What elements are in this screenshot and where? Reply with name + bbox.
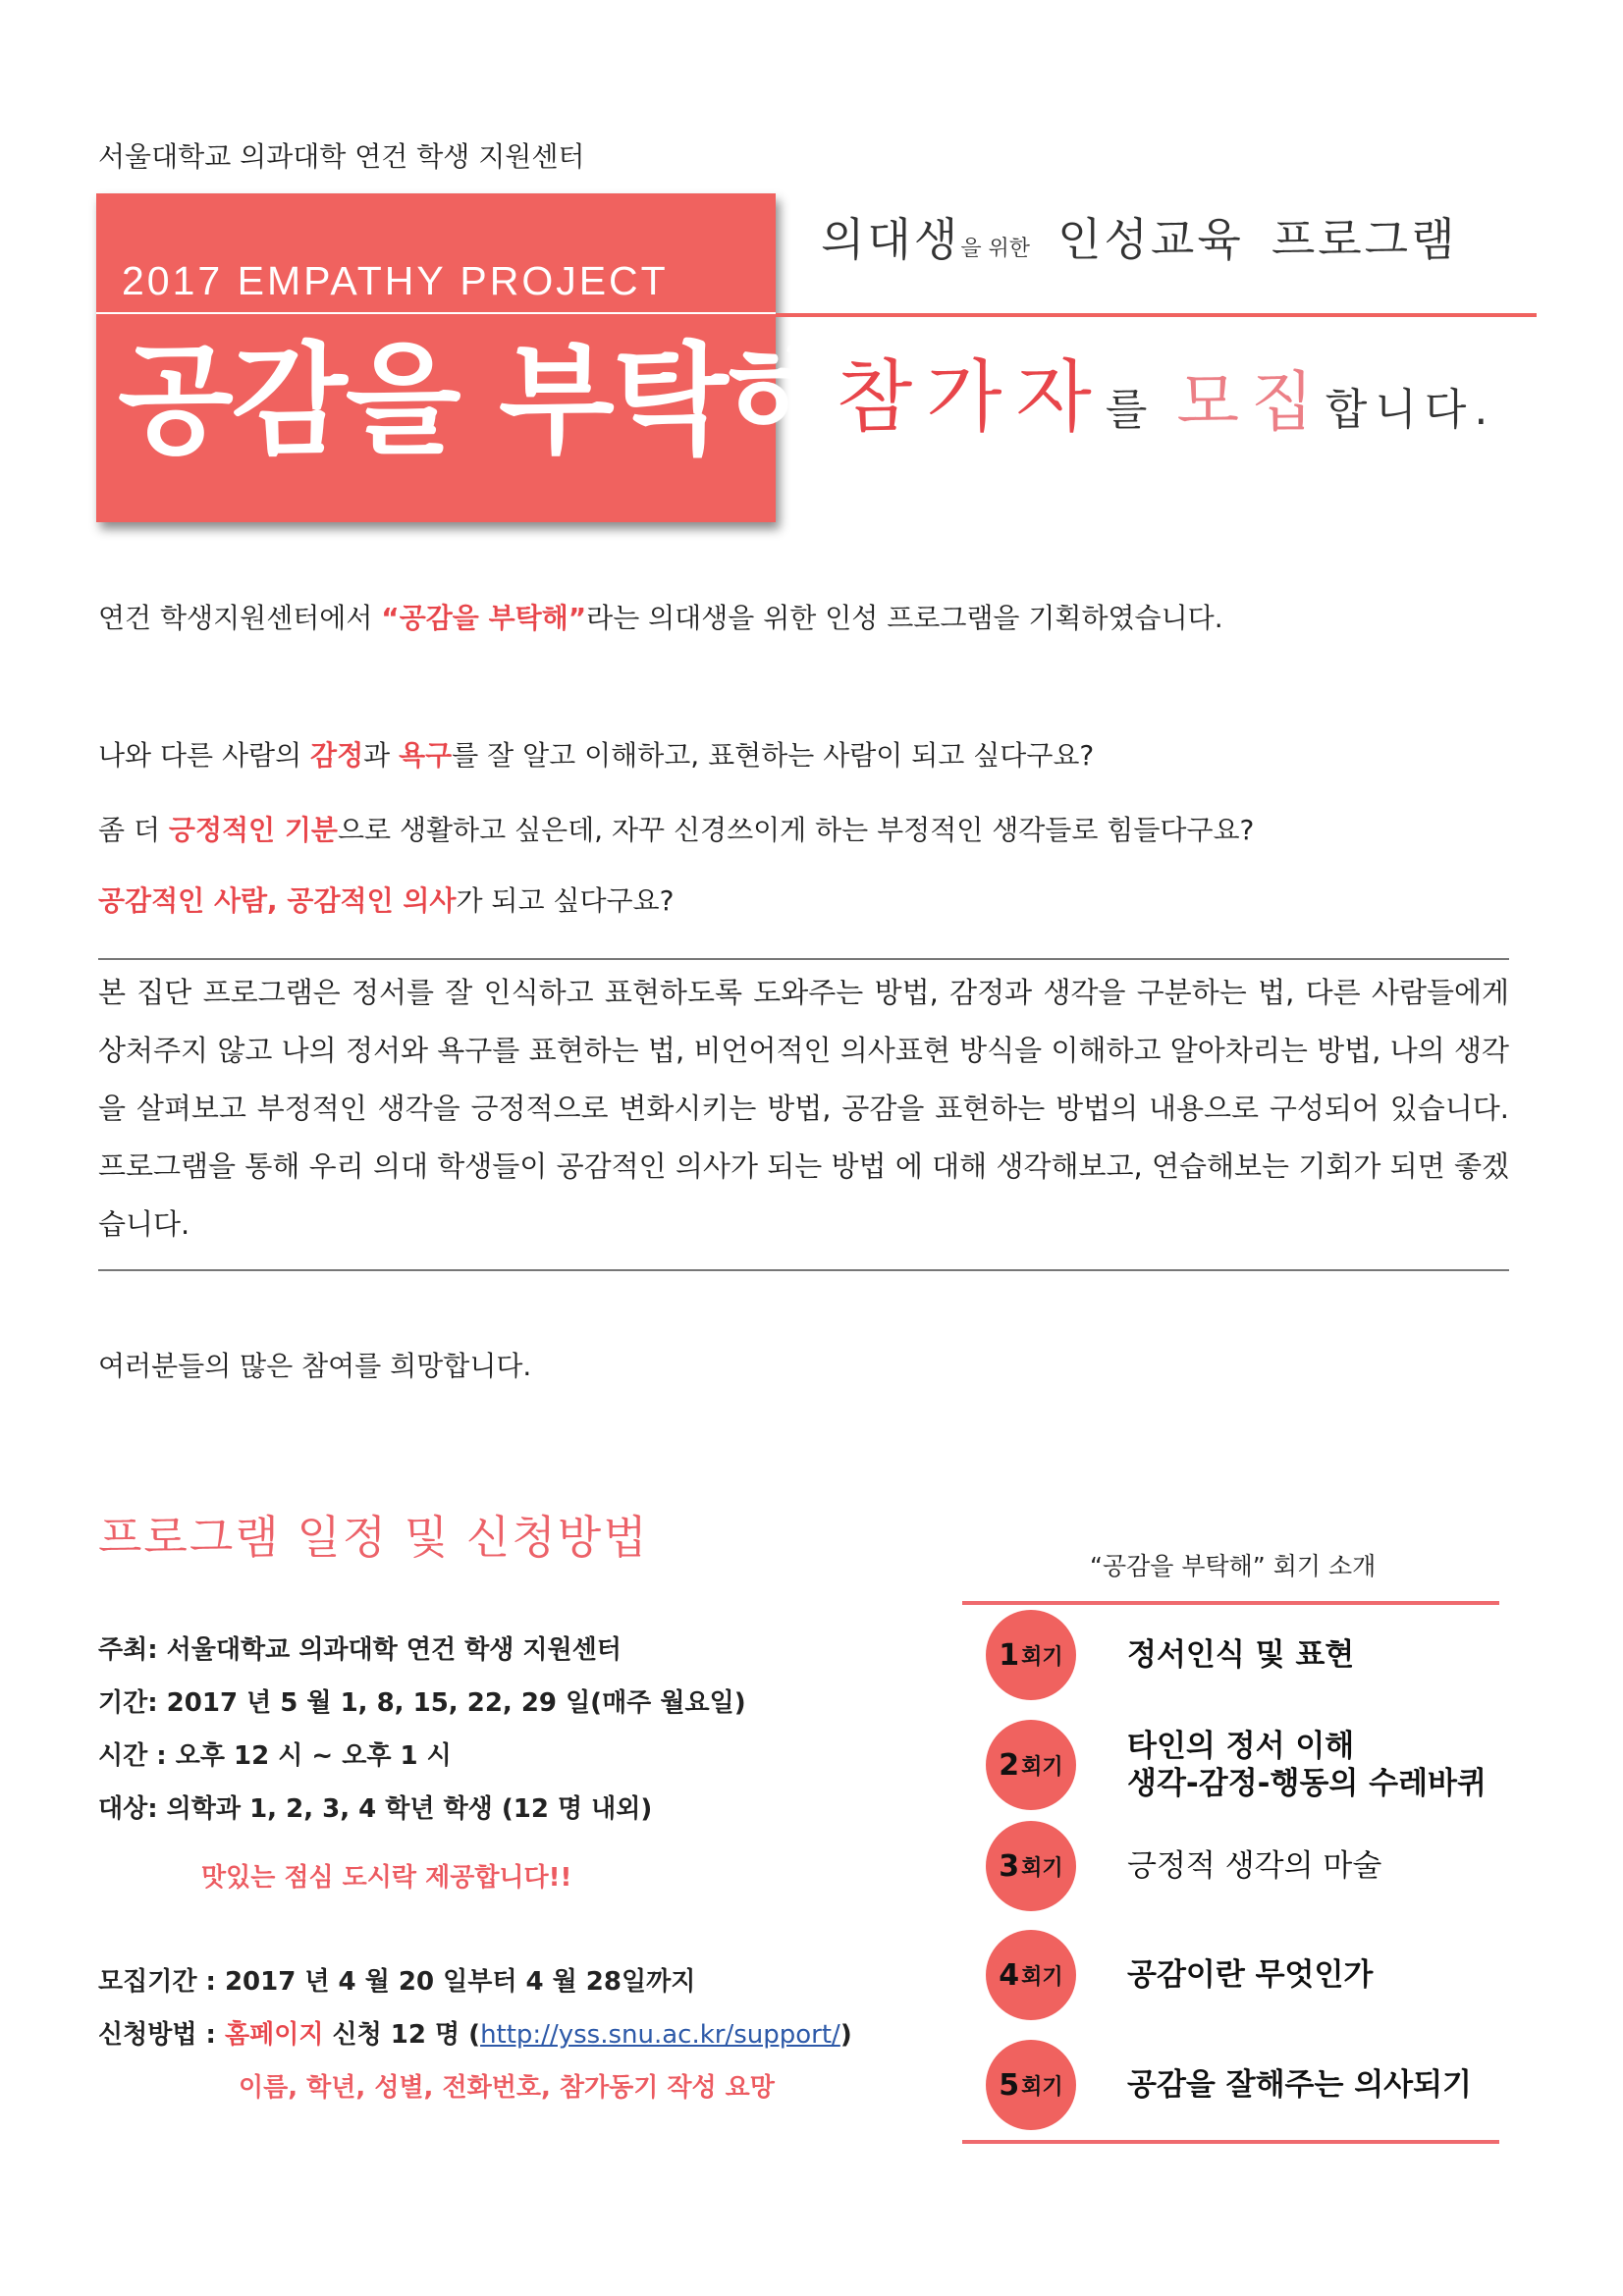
q1-need: 욕구 [399, 739, 453, 772]
description-bottom-rule [98, 1269, 1509, 1271]
header-rule [776, 313, 1537, 317]
target-info: 대상: 의학과 1, 2, 3, 4 학년 학생 (12 명 내외) [98, 1794, 653, 1824]
program-description: 본 집단 프로그램은 정서를 잘 인식하고 표현하도록 도와주는 방법, 감정과 생각을 구분하는 법, 다른 사람들에게 상처주지 않고 나의 정서와 욕구를 표현하는 법, 비언어적인 의사표현 방식을 이해하고 알아차리는 방법, 나의 생각을 살펴보고 부정적인 생각을 긍정적으로 변화시키는 방법, 공감을 표현하는 방법의 내용으로 구성되어 있습니다. 프로그램을 통해 우리 의대 학생들이 공감적인 의사가 되는 방법 에 대해 생각해보고, 연습해보는 기회가 되면 좋겠습니다. [98, 976, 1509, 1241]
sessions-bottom-rule [962, 2140, 1499, 2144]
apply-link[interactable]: http://yss.snu.ac.kr/support/ [480, 2020, 840, 2050]
program-tagline [821, 204, 1458, 269]
sessions-top-rule [962, 1601, 1499, 1605]
recruit-particle: 를 [1105, 385, 1156, 435]
tagline-program: 프로그램 [1271, 213, 1458, 266]
q3-part: 가 되고 싶다구요? [456, 884, 675, 917]
session-title [1127, 1610, 1354, 1700]
recruit-suffix: 합니다. [1325, 385, 1496, 435]
intro-program-name: “공감을 부탁해” [381, 602, 587, 634]
session-title [1127, 1930, 1373, 2020]
description-top-rule [98, 958, 1509, 960]
session-title [1127, 1821, 1381, 1911]
session-title-line: 정서인식 및 표현 [1127, 1637, 1355, 1673]
q1-emotion: 감정 [310, 739, 364, 772]
recruit-period-info: 모집기간 : 2017 년 4 월 20 일부터 4 월 28일까지 [98, 1967, 696, 1997]
schedule-title: 프로그램 일정 및 신청방법 [98, 1511, 649, 1564]
lunch-notice: 맛있는 점심 도시락 제공합니다!! [201, 1863, 572, 1893]
apply-count: 신청 12 명 ( [323, 2020, 481, 2050]
period-info: 기간: 2017 년 5 월 1, 8, 15, 22, 29 일(매주 월요일) [98, 1688, 746, 1718]
question-2 [98, 809, 1254, 848]
apply-label: 신청방법 : [98, 2020, 225, 2050]
session-item [962, 1930, 1512, 2020]
hero-banner [96, 193, 840, 522]
session-unit: 회기 [1021, 2074, 1063, 2100]
recruit-participants: 참가자 [837, 351, 1106, 443]
q2-part: 좀 더 [98, 814, 169, 846]
session-badge [986, 1821, 1076, 1911]
session-item [962, 1720, 1512, 1810]
q1-part: 과 [363, 739, 400, 772]
question-1 [98, 734, 1094, 774]
session-title-line: 공감을 잘해주는 의사되기 [1127, 2067, 1472, 2103]
q2-part: 으로 생활하고 싶은데, 자꾸 신경쓰이게 하는 부정적인 생각들로 힘들다구요? [337, 814, 1255, 846]
session-title-line: 긍정적 생각의 마술 [1127, 1848, 1382, 1884]
session-unit: 회기 [1021, 1754, 1063, 1780]
apply-homepage: 홈페이지 [224, 2020, 324, 2050]
session-number: 4 [999, 1957, 1020, 1993]
q1-part: 를 잘 알고 이해하고, 표현하는 사람이 되고 싶다구요? [452, 739, 1095, 772]
intro-before: 연건 학생지원센터에서 [98, 602, 382, 634]
session-badge [986, 1610, 1076, 1700]
time-info: 시간 : 오후 12 시 ~ 오후 1 시 [98, 1741, 452, 1771]
session-unit: 회기 [1021, 1964, 1063, 1990]
session-badge [986, 2040, 1076, 2130]
project-title-en: 2017 EMPATHY PROJECT [122, 258, 669, 303]
session-unit: 회기 [1021, 1855, 1063, 1881]
question-3 [98, 880, 674, 919]
session-title-line-2: 생각-감정-행동의 수레바퀴 [1127, 1766, 1487, 1801]
intro-text [98, 597, 1223, 636]
session-number: 1 [999, 1637, 1020, 1673]
tagline-education: 인성교육 [1057, 213, 1244, 266]
sessions-caption: “공감을 부탁해” 회기 소개 [1090, 1552, 1377, 1580]
tagline-for: 을 위한 [960, 237, 1031, 261]
recruit-word: 모집 [1176, 364, 1325, 440]
apply-close: ) [839, 2020, 852, 2050]
session-title-line: 타인의 정서 이해 [1127, 1729, 1355, 1764]
intro-after: 라는 의대생을 위한 인성 프로그램을 기획하였습니다. [586, 602, 1223, 634]
q3-empathetic-doctor: 공감적인 사람, 공감적인 의사 [98, 884, 457, 917]
project-title-ko: 공감을 부탁해 [118, 331, 840, 470]
q2-positive-mood: 긍정적인 기분 [168, 814, 338, 846]
session-item [962, 1821, 1512, 1911]
closing-text: 여러분들의 많은 참여를 희망합니다. [98, 1350, 532, 1382]
host-info: 주최: 서울대학교 의과대학 연건 학생 지원센터 [98, 1635, 622, 1665]
session-title [1127, 2040, 1472, 2130]
session-title [1127, 1720, 1487, 1810]
session-badge [986, 1930, 1076, 2020]
organization-name: 서울대학교 의과대학 연건 학생 지원센터 [98, 140, 585, 173]
required-fields-notice: 이름, 학년, 성별, 전화번호, 참가동기 작성 요망 [239, 2073, 775, 2103]
session-item [962, 1610, 1512, 1700]
session-number: 3 [999, 1848, 1020, 1884]
session-item [962, 2040, 1512, 2130]
session-number: 2 [999, 1747, 1020, 1783]
recruit-headline [837, 334, 1495, 447]
session-unit: 회기 [1021, 1644, 1063, 1670]
tagline-target: 의대생 [821, 213, 961, 266]
session-title-line: 공감이란 무엇인가 [1127, 1957, 1374, 1993]
apply-method-info [98, 2014, 852, 2051]
session-badge [986, 1720, 1076, 1810]
session-number: 5 [999, 2067, 1020, 2103]
q1-part: 나와 다른 사람의 [98, 739, 311, 772]
